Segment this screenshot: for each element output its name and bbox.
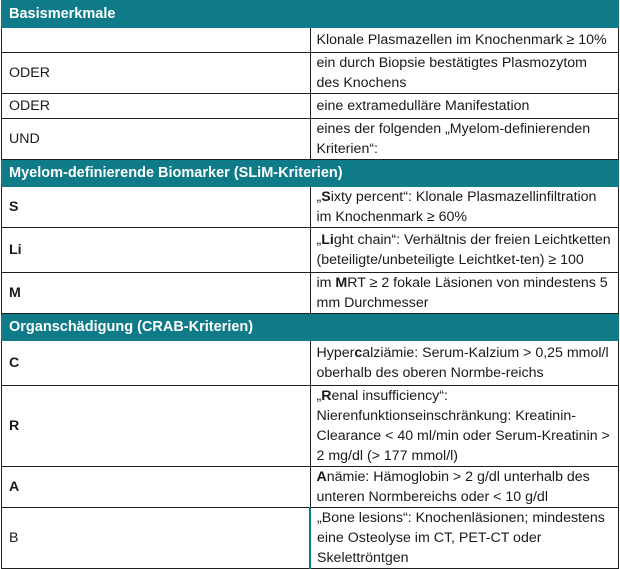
text-bold: S — [321, 189, 331, 205]
row-text: ein durch Biopsie bestätigtes Plasmozytom des Knochens — [310, 53, 619, 94]
table-row — [2, 386, 619, 467]
section-header-slim — [2, 160, 619, 187]
row-key: ODER — [2, 94, 311, 119]
text-post: RT ≥ 2 fokale Läsionen von mindestens 5 mm Durchmesser — [316, 275, 608, 311]
row-text — [310, 508, 619, 569]
row-text — [310, 467, 619, 508]
table-row — [2, 28, 619, 53]
text-bold: M — [335, 275, 348, 291]
row-text — [310, 341, 619, 386]
row-text — [310, 273, 619, 314]
text-pre: „ — [316, 189, 322, 205]
text-pre: „ — [316, 232, 322, 248]
text-pre: „ — [316, 388, 322, 404]
text-post: nämie: Hämoglobin > 2 g/dl unterhalb des unteren Normbereichs oder < 10 g/dl — [316, 469, 590, 505]
row-key: S — [2, 187, 311, 228]
table-row — [2, 119, 619, 160]
row-text — [310, 228, 619, 273]
row-key: A — [2, 467, 311, 508]
myeloma-criteria-table — [1, 0, 619, 569]
text-post: enal insufficiency“: Nierenfunktionseinschränkung: Kreatinin-Clearance < 40 ml/min oder Serum-Kreatinin > 2 mg/dl (> 177 mmol/l) — [316, 388, 610, 464]
table-row — [2, 94, 619, 119]
section-title: Myelom-definierende Biomarker (SLiM-Kriterien) — [2, 160, 619, 187]
section-title: Organschädigung (CRAB-Kriterien) — [2, 314, 619, 341]
table-row — [2, 508, 619, 569]
table-row — [2, 467, 619, 508]
table-row — [2, 187, 619, 228]
row-text: eine extramedulläre Manifestation — [310, 94, 619, 119]
row-key: M — [2, 273, 311, 314]
row-text — [310, 386, 619, 467]
table-row — [2, 273, 619, 314]
row-text — [310, 187, 619, 228]
text-post: ght chain“: Verhältnis der freien Leichtketten (beteiligte/unbeteiligte Leichtket-ten) ≥ 100 — [316, 232, 611, 268]
row-key: C — [2, 341, 311, 386]
section-header-crab — [2, 314, 619, 341]
text-bold: A — [316, 469, 327, 485]
row-key: R — [2, 386, 311, 467]
text-post: ixty percent“: Klonale Plasmazellinfiltration im Knochenmark ≥ 60% — [316, 189, 597, 225]
section-title: Basismerkmale — [2, 1, 619, 28]
row-key — [2, 28, 311, 53]
text-pre: im — [316, 275, 336, 291]
table-row — [2, 53, 619, 94]
row-key: ODER — [2, 53, 311, 94]
row-text: eines der folgenden „Myelom-definierenden Kriterien“: — [310, 119, 619, 160]
text-pre: Hyper — [316, 345, 355, 361]
text-bold: Li — [321, 232, 334, 248]
row-key: B — [2, 508, 311, 569]
row-key: Li — [2, 228, 311, 273]
text-bold: c — [354, 345, 363, 361]
text-pre: „Bone lesions“: Knochenläsionen; mindestens eine Osteolyse im CT, PET-CT oder Skelettröntgen — [317, 510, 605, 566]
table-row — [2, 341, 619, 386]
row-text: Klonale Plasmazellen im Knochenmark ≥ 10% — [310, 28, 619, 53]
section-header-basis — [2, 1, 619, 28]
row-key: UND — [2, 119, 311, 160]
text-bold: R — [321, 388, 332, 404]
text-post: alziämie: Serum-Kalzium > 0,25 mmol/l oberhalb des oberen Normbe-reichs — [316, 345, 609, 381]
table-row — [2, 228, 619, 273]
